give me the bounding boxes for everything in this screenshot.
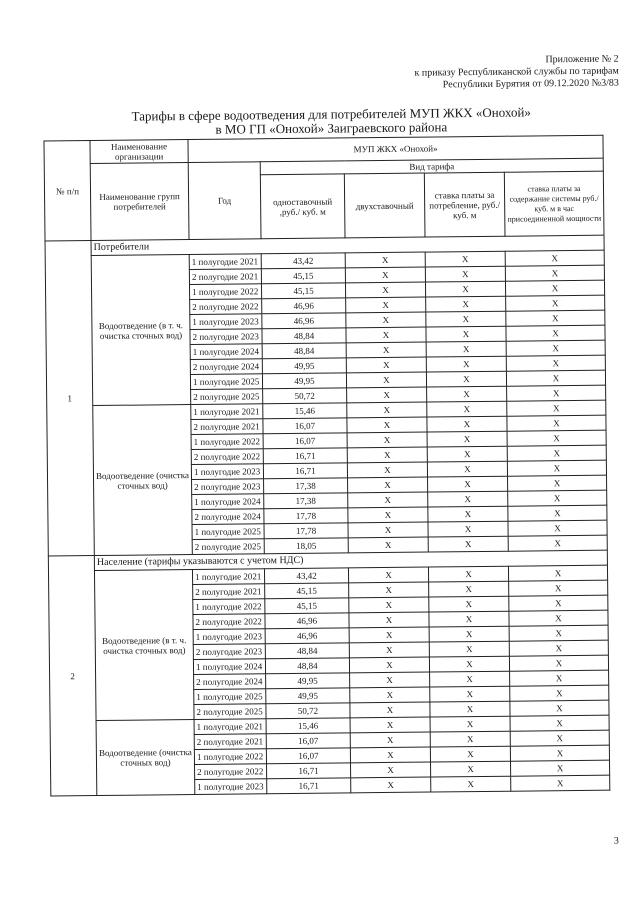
appendix-line-2: к приказу Республиканской службы по тарифам — [414, 65, 619, 79]
rate-consumption-header: ставка платы за потребление, руб./ куб. м — [424, 172, 505, 237]
appendix-line-1: Приложение № 2 — [545, 53, 619, 66]
rate-capacity-value: X — [506, 310, 605, 326]
consumer-group-name: Водоотведение (очистка сточных вод) — [96, 720, 195, 796]
rate-capacity-value: X — [511, 775, 610, 791]
period-cell: 2 полугодие 2024 — [190, 359, 262, 375]
two-part-value: X — [346, 357, 426, 373]
rate-capacity-value: X — [510, 730, 609, 746]
page-number: 3 — [613, 835, 619, 847]
col-number-header: № п/п — [44, 141, 91, 241]
rate-capacity-value: X — [508, 535, 607, 551]
rate-consumption-value: X — [430, 716, 510, 732]
period-cell: 1 полугодие 2022 — [191, 434, 263, 450]
period-cell: 2 полугодие 2024 — [194, 674, 266, 690]
period-cell: 1 полугодие 2025 — [192, 524, 264, 540]
section-label: Население (тарифы указываются с учетом НДС) — [94, 550, 607, 570]
two-part-value: X — [348, 477, 428, 493]
one-part-value: 16,71 — [263, 463, 347, 479]
rate-consumption-value: X — [425, 266, 505, 282]
rate-consumption-value: X — [428, 536, 508, 552]
rate-consumption-value: X — [425, 251, 505, 267]
rate-consumption-value: X — [428, 521, 508, 537]
two-part-value: X — [348, 567, 428, 583]
two-part-value: X — [346, 312, 426, 328]
rate-capacity-value: X — [508, 505, 607, 521]
period-cell: 2 полугодие 2022 — [191, 449, 263, 465]
rate-consumption-value: X — [427, 446, 507, 462]
period-cell: 2 полугодие 2021 — [194, 734, 266, 750]
rate-capacity-value: X — [506, 355, 605, 371]
section-label: Потребители — [91, 235, 604, 255]
rate-consumption-value: X — [430, 701, 510, 717]
rate-consumption-value: X — [429, 626, 509, 642]
period-cell: 1 полугодие 2023 — [193, 629, 265, 645]
period-cell: 1 полугодие 2023 — [191, 464, 263, 480]
one-part-value: 45,15 — [265, 598, 349, 614]
section-number: 1 — [45, 241, 94, 556]
two-part-value: X — [350, 747, 430, 763]
one-part-value: 46,96 — [265, 628, 349, 644]
two-part-value: X — [348, 522, 428, 538]
rate-consumption-value: X — [427, 401, 507, 417]
one-part-value: 16,71 — [263, 448, 347, 464]
period-cell: 1 полугодие 2021 — [192, 569, 264, 585]
rate-consumption-value: X — [426, 326, 506, 342]
two-part-value: X — [345, 252, 425, 268]
one-part-value: 15,46 — [263, 403, 347, 419]
rate-consumption-value: X — [430, 686, 510, 702]
rate-consumption-value: X — [427, 386, 507, 402]
rate-capacity-value: X — [508, 520, 607, 536]
one-part-value: 17,38 — [264, 493, 348, 509]
one-part-value: 16,07 — [263, 418, 347, 434]
one-part-value: 48,84 — [262, 343, 346, 359]
rate-capacity-value: X — [509, 610, 608, 626]
two-part-value: X — [351, 777, 431, 793]
rate-consumption-value: X — [429, 581, 509, 597]
two-part-value: X — [348, 507, 428, 523]
period-cell: 2 полугодие 2023 — [192, 479, 264, 495]
period-cell: 2 полугодие 2021 — [193, 584, 265, 600]
title-line-1: Тарифы в сфере водоотведения для потребителей МУП ЖКХ «Онохой» — [131, 104, 531, 124]
rate-consumption-value: X — [428, 491, 508, 507]
two-part-value: X — [347, 432, 427, 448]
rate-capacity-value: X — [510, 715, 609, 731]
one-part-value: 15,46 — [266, 718, 350, 734]
one-part-value: 16,07 — [266, 748, 350, 764]
title-line-2: в МО ГП «Онохой» Заиграевского района — [215, 119, 448, 137]
rate-consumption-value: X — [429, 596, 509, 612]
one-part-value: 16,07 — [263, 433, 347, 449]
two-part-value: X — [349, 597, 429, 613]
period-cell: 2 полугодие 2023 — [190, 329, 262, 345]
rate-capacity-value: X — [505, 280, 604, 296]
rate-consumption-value: X — [427, 431, 507, 447]
one-part-value: 45,15 — [265, 583, 349, 599]
rate-consumption-value: X — [427, 461, 507, 477]
rate-consumption-value: X — [426, 356, 506, 372]
period-cell: 2 полугодие 2025 — [192, 539, 264, 555]
section-number: 2 — [48, 556, 97, 796]
appendix-line-3: Республики Бурятия от 09.12.2020 №3/83 — [442, 77, 619, 91]
period-cell: 2 полугодие 2021 — [189, 269, 261, 285]
period-cell: 1 полугодие 2021 — [189, 254, 261, 270]
two-part-value: X — [347, 447, 427, 463]
period-cell: 1 полугодие 2025 — [194, 689, 266, 705]
rate-capacity-value: X — [506, 370, 605, 386]
one-part-value: 45,15 — [261, 283, 345, 299]
rate-consumption-value: X — [428, 476, 508, 492]
two-part-value: X — [351, 762, 431, 778]
period-cell: 1 полугодие 2022 — [193, 599, 265, 615]
rate-capacity-value: X — [508, 490, 607, 506]
rate-consumption-value: X — [430, 731, 510, 747]
two-part-value: X — [346, 297, 426, 313]
two-part-value: X — [350, 672, 430, 688]
period-cell: 1 полугодие 2023 — [195, 779, 267, 795]
period-cell: 1 полугодие 2021 — [191, 404, 263, 420]
one-part-value: 48,84 — [265, 658, 349, 674]
two-part-value: X — [346, 342, 426, 358]
one-part-value: 18,05 — [264, 538, 348, 554]
two-part-value: X — [347, 417, 427, 433]
rate-capacity-value: X — [508, 565, 607, 581]
rate-consumption-value: X — [428, 566, 508, 582]
rate-capacity-value: X — [506, 295, 605, 311]
rate-consumption-value: X — [426, 371, 506, 387]
rate-capacity-value: X — [509, 595, 608, 611]
consumer-group-name: Водоотведение (очистка сточных вод) — [93, 405, 193, 556]
consumer-group-name: Водоотведение (в т. ч. очистка сточных вод) — [94, 570, 194, 721]
rate-capacity-value: X — [506, 325, 605, 341]
rate-consumption-value: X — [425, 281, 505, 297]
period-cell: 2 полугодие 2024 — [192, 509, 264, 525]
one-part-value: 45,15 — [261, 268, 345, 284]
one-part-value: 43,42 — [261, 253, 345, 269]
rate-capacity-value: X — [507, 385, 606, 401]
two-part-value: X — [348, 492, 428, 508]
two-part-value: X — [350, 702, 430, 718]
period-cell: 1 полугодие 2022 — [189, 284, 261, 300]
period-cell: 1 полугодие 2025 — [190, 374, 262, 390]
rate-consumption-value: X — [426, 311, 506, 327]
two-part-header: двухставочный — [344, 173, 425, 238]
org-header: Наименование организации — [90, 140, 188, 164]
rate-consumption-value: X — [429, 611, 509, 627]
rate-capacity-value: X — [509, 625, 608, 641]
one-part-value: 46,96 — [265, 613, 349, 629]
rate-consumption-value: X — [429, 641, 509, 657]
rate-capacity-value: X — [509, 655, 608, 671]
rate-capacity-value: X — [510, 700, 609, 716]
tariff-table — [43, 135, 610, 797]
rate-consumption-value: X — [431, 761, 511, 777]
two-part-value: X — [350, 687, 430, 703]
appendix-header — [414, 54, 619, 92]
two-part-value: X — [345, 282, 425, 298]
rate-capacity-value: X — [507, 415, 606, 431]
period-cell: 2 полугодие 2025 — [191, 389, 263, 405]
one-part-value: 17,38 — [264, 478, 348, 494]
rate-capacity-value: X — [507, 460, 606, 476]
rate-capacity-value: X — [510, 670, 609, 686]
period-cell: 1 полугодие 2024 — [190, 344, 262, 360]
two-part-value: X — [347, 402, 427, 418]
year-header: Год — [188, 162, 261, 240]
one-part-value: 50,72 — [266, 703, 350, 719]
period-cell: 2 полугодие 2022 — [190, 299, 262, 315]
period-cell: 2 полугодие 2025 — [194, 704, 266, 720]
period-cell: 2 полугодие 2021 — [191, 419, 263, 435]
two-part-value: X — [347, 387, 427, 403]
one-part-header: одноставочный ,руб./ куб. м — [260, 174, 345, 239]
one-part-value: 49,95 — [262, 358, 346, 374]
two-part-value: X — [349, 642, 429, 658]
rate-consumption-value: X — [426, 341, 506, 357]
one-part-value: 46,96 — [262, 313, 346, 329]
one-part-value: 48,84 — [262, 328, 346, 344]
one-part-value: 46,96 — [262, 298, 346, 314]
period-cell: 1 полугодие 2022 — [194, 749, 266, 765]
period-cell: 2 полугодие 2023 — [193, 644, 265, 660]
period-cell: 2 полугодие 2022 — [193, 614, 265, 630]
period-cell: 1 полугодие 2024 — [193, 659, 265, 675]
two-part-value: X — [348, 537, 428, 553]
two-part-value: X — [349, 657, 429, 673]
rate-capacity-value: X — [507, 430, 606, 446]
two-part-value: X — [349, 582, 429, 598]
rate-consumption-value: X — [430, 746, 510, 762]
rate-consumption-value: X — [429, 656, 509, 672]
one-part-value: 49,95 — [262, 373, 346, 389]
one-part-value: 49,95 — [266, 688, 350, 704]
org-name: МУП ЖКХ «Онохой» — [188, 135, 603, 162]
rate-capacity-value: X — [510, 745, 609, 761]
rate-capacity-value: X — [505, 265, 604, 281]
document-title — [101, 105, 561, 138]
two-part-value: X — [349, 627, 429, 643]
rate-capacity-value: X — [510, 685, 609, 701]
one-part-value: 43,42 — [264, 568, 348, 584]
one-part-value: 16,71 — [267, 778, 351, 794]
one-part-value: 48,84 — [265, 643, 349, 659]
one-part-value: 17,78 — [264, 508, 348, 524]
rate-capacity-value: X — [507, 400, 606, 416]
tariff-type-header: Вид тарифа — [260, 158, 603, 175]
period-cell: 2 полугодие 2022 — [195, 764, 267, 780]
rate-capacity-value: X — [506, 340, 605, 356]
period-cell: 1 полугодие 2021 — [194, 719, 266, 735]
rate-capacity-value: X — [507, 445, 606, 461]
period-cell: 1 полугодие 2023 — [190, 314, 262, 330]
consumer-group-name: Водоотведение (в т. ч. очистка сточных вод) — [91, 255, 191, 406]
rate-capacity-value: X — [509, 580, 608, 596]
rate-consumption-value: X — [431, 776, 511, 792]
one-part-value: 49,95 — [266, 673, 350, 689]
rate-capacity-value: X — [510, 760, 609, 776]
rate-capacity-value: X — [508, 475, 607, 491]
rate-consumption-value: X — [427, 416, 507, 432]
one-part-value: 17,78 — [264, 523, 348, 539]
two-part-value: X — [349, 612, 429, 628]
one-part-value: 16,07 — [266, 733, 350, 749]
two-part-value: X — [347, 462, 427, 478]
rate-capacity-header: ставка платы за содержание системы руб./куб. м в час присоединенной мощности — [504, 171, 604, 236]
two-part-value: X — [346, 372, 426, 388]
rate-consumption-value: X — [430, 671, 510, 687]
rate-capacity-value: X — [509, 640, 608, 656]
rate-consumption-value: X — [426, 296, 506, 312]
rate-consumption-value: X — [428, 506, 508, 522]
rate-capacity-value: X — [505, 250, 604, 266]
one-part-value: 16,71 — [267, 763, 351, 779]
period-cell: 1 полугодие 2024 — [192, 494, 264, 510]
one-part-value: 50,72 — [263, 388, 347, 404]
two-part-value: X — [350, 732, 430, 748]
two-part-value: X — [350, 717, 430, 733]
two-part-value: X — [346, 327, 426, 343]
two-part-value: X — [345, 267, 425, 283]
group-header: Наименование групп потребителей — [90, 163, 189, 241]
